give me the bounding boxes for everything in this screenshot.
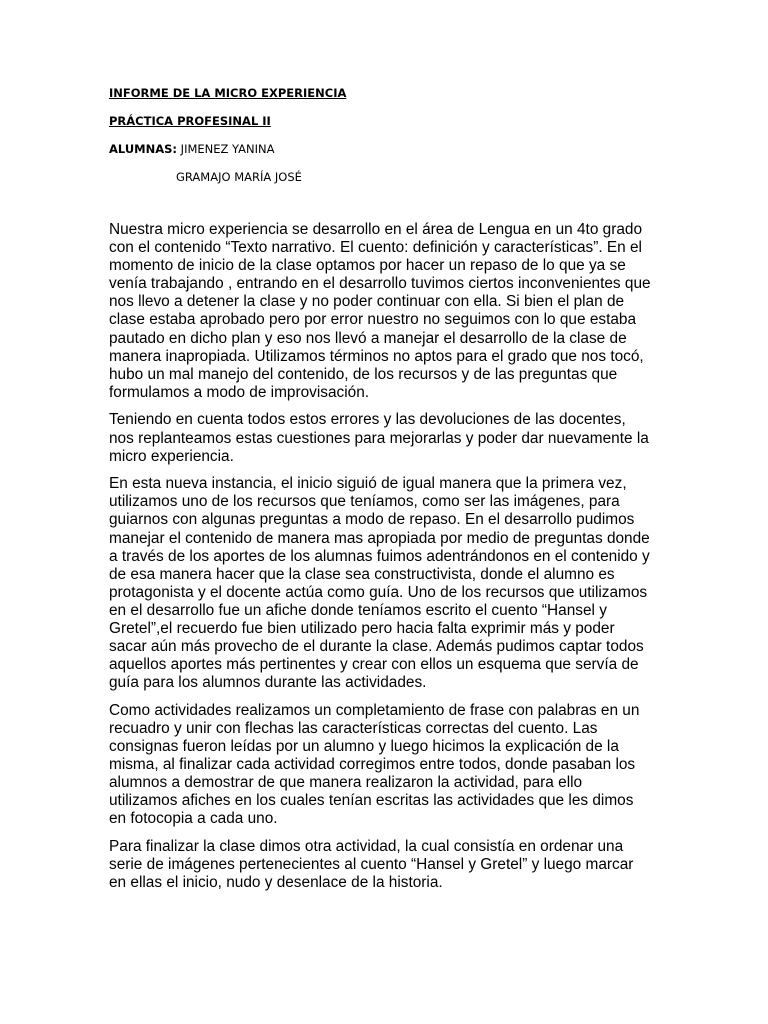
paragraph-3: En esta nueva instancia, el inicio siguió de igual manera que la primera vez, utilizamos uno de los recursos que teníamos, como ser las imágenes, para guiarnos con algunas preguntas a modo de repaso. En el desarrollo pudimos manejar el contenido de manera mas apropiada por medio de preguntas donde a través de los aportes de los alumnas fuimos adentrándonos en el contenido y de esa manera hacer que la clase sea constructivista, donde el alumno es protagonista y el docente actúa como guía. Uno de los recursos que utilizamos en el desarrollo fue un afiche donde teníamos escrito el cuento “Hansel y Gretel”,el recuerdo fue bien utilizado pero hacia falta exprimir más y poder sacar aún más provecho de el durante la clase. Además pudimos captar todos aquellos aportes más pertinentes y crear con ellos un esquema que servía de guía para los alumnos durante las actividades.: [109, 475, 650, 692]
student-name-1: JIMENEZ YANINA: [180, 142, 275, 156]
paragraph-2: Teniendo en cuenta todos estos errores y las devoluciones de las docentes, nos replanteamos estas cuestiones para mejorarlas y poder dar nuevamente la micro experiencia.: [109, 411, 649, 465]
students-row: [109, 142, 275, 156]
student-name-2: GRAMAJO MARÍA JOSÉ: [176, 170, 302, 184]
students-label: ALUMNAS:: [109, 142, 178, 156]
paragraph-5: Para finalizar la clase dimos otra actividad, la cual consistía en ordenar una serie de imágenes pertenecientes al cuento “Hansel y Gretel” y luego marcar en ellas el inicio, nudo y desenlace de la historia.: [109, 838, 634, 892]
paragraph-4: Como actividades realizamos un completamiento de frase con palabras en un recuadro y unir con flechas las características correctas del cuento. Las consignas fueron leídas por un alumno y luego hicimos la explicación de la misma, al finalizar cada actividad corregimos entre todos, donde pasaban los alumnos a demostrar de que manera realizaron la actividad, para ello utilizamos afiches en los cuales tenían escritas las actividades que les dimos en fotocopia a cada uno.: [109, 701, 640, 828]
document-subtitle: PRÁCTICA PROFESINAL II: [109, 114, 271, 128]
document-body: [109, 221, 669, 902]
paragraph-1: Nuestra micro experiencia se desarrollo en el área de Lengua en un 4to grado con el contenido “Texto narrativo. El cuento: definición y características”. En el momento de inicio de la clase optamos por hacer un repaso de lo que ya se venía trabajando , entrando en el desarrollo tuvimos ciertos inconvenientes que nos llevo a detener la clase y no poder continuar con ella. Si bien el plan de clase estaba aprobado pero por error nuestro no seguimos con lo que estaba pautado en dicho plan y eso nos llevó a manejar el desarrollo de la clase de manera inapropiada. Utilizamos términos no aptos para el grado que nos tocó, hubo un mal manejo del contenido, de los recursos y de las preguntas que formulamos a modo de improvisación.: [109, 221, 651, 401]
document-title: INFORME DE LA MICRO EXPERIENCIA: [109, 86, 347, 100]
